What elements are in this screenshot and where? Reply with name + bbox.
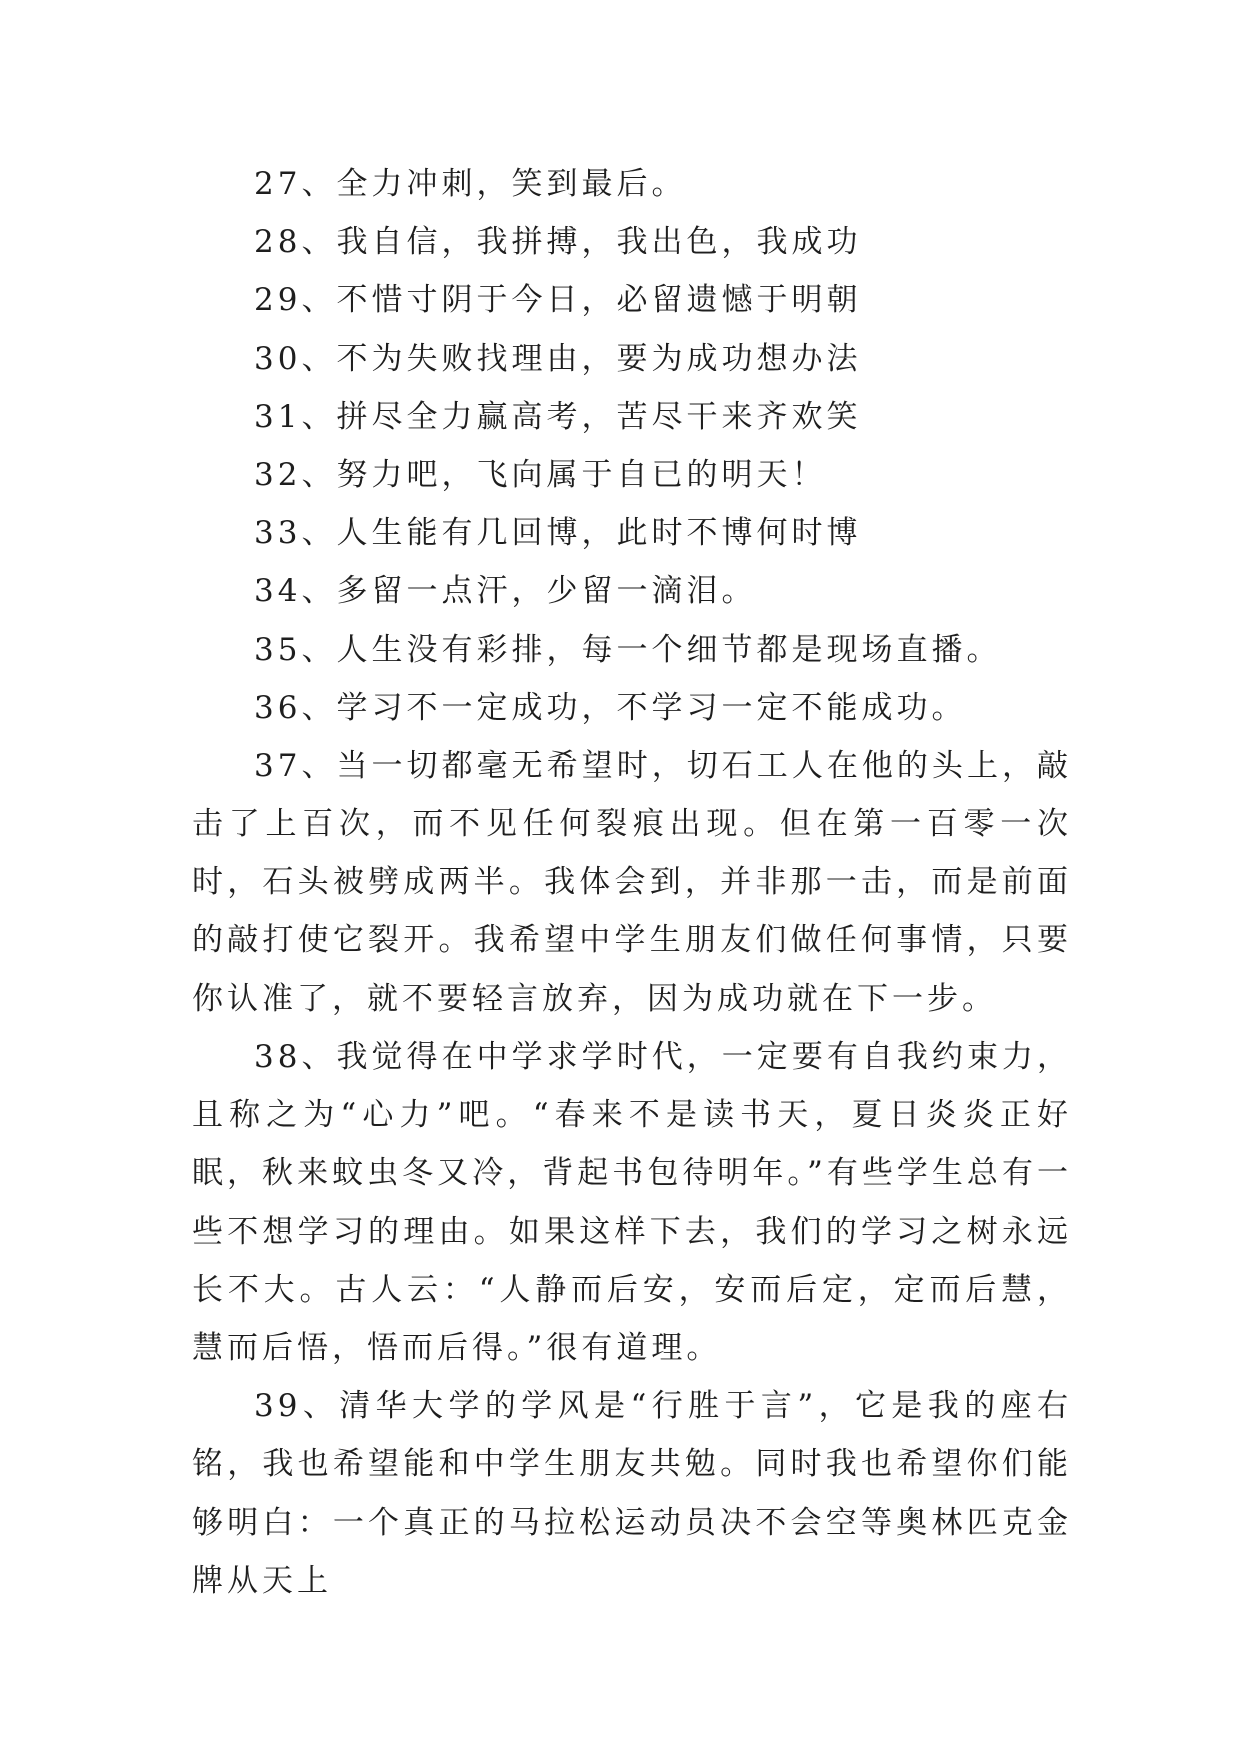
paragraph-39: 39、清华大学的学风是“行胜于言”，它是我的座右铭，我也希望能和中学生朋友共勉。同时我也希望你们能够明白：一个真正的马拉松运动员决不会空等奥林匹克金牌从天上 [192,1388,1072,1599]
list-item: 32、努力吧，飞向属于自已的明天！ [254,456,827,493]
list-item: 33、人生能有几回博，此时不博何时博 [254,515,862,552]
list-item: 36、学习不一定成功，不学习一定不能成功。 [254,689,967,726]
list-item: 35、人生没有彩排，每一个细节都是现场直播。 [254,631,1002,668]
list-item: 30、不为失败找理由，要为成功想办法 [254,340,862,377]
paragraph-38: 38、我觉得在中学求学时代，一定要有自我约束力，且称之为“心力”吧。“春来不是读书天，夏日炎炎正好眠，秋来蚊虫冬又冷，背起书包待明年。”有些学生总有一些不想学习的理由。如果这样下去，我们的学习之树永远长不大。古人云：“人静而后安，安而后定，定而后慧，慧而后悟，悟而后得。”很有道理。 [192,1038,1072,1366]
list-item: 29、不惜寸阴于今日，必留遗憾于明朝 [254,282,862,319]
document-body [192,155,1072,1610]
list-item: 34、多留一点汗，少留一滴泪。 [254,573,757,610]
paragraph-37: 37、当一切都毫无希望时，切石工人在他的头上，敲击了上百次，而不见任何裂痕出现。但在第一百零一次时，石头被劈成两半。我体会到，并非那一击，而是前面的敲打使它裂开。我希望中学生朋友们做任何事情，只要你认准了，就不要轻言放弃，因为成功就在下一步。 [192,747,1072,1017]
list-item: 31、拼尽全力赢高考，苦尽干来齐欢笑 [254,398,862,435]
list-item: 28、我自信，我拼搏，我出色，我成功 [254,224,862,261]
list-item: 27、全力冲刺，笑到最后。 [254,166,687,202]
